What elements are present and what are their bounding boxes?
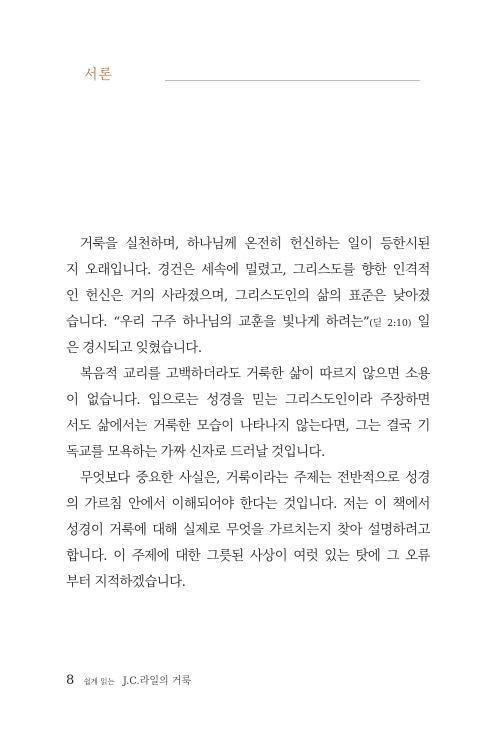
page-number: 8 <box>66 673 75 688</box>
text-line: 무엇보다 중요한 사실은, 거룩이라는 주제는 전반적으로 성경 <box>80 471 430 486</box>
chapter-header <box>84 66 420 90</box>
text-line-with-reference <box>66 310 430 336</box>
text-line-main: 습니다. “우리 구주 하나님의 교훈을 빛나게 하려는” <box>66 315 370 330</box>
text-line: 지 오래입니다. 경건은 세속에 밀렸고, 그리스도를 향한 인격적 <box>66 263 430 278</box>
text-line: 이 없습니다. 입으로는 성경을 믿는 그리스도인이라 주장하면 <box>66 393 430 408</box>
text-line: 성경이 거룩에 대해 실제로 무엇을 가르치는지 찾아 설명하려고 <box>66 523 430 538</box>
paragraph-3 <box>66 466 430 596</box>
paragraph-1 <box>66 232 430 362</box>
text-line: 서도 삶에서는 거룩한 모습이 나타나지 않는다면, 그는 결국 기 <box>66 419 430 434</box>
text-line: 인 헌신은 거의 사라졌으며, 그리스도인의 삶의 표준은 낮아졌 <box>66 289 430 304</box>
text-line: 거룩을 실천하며, 하나님께 온전히 헌신하는 일이 등한시된 <box>80 237 430 252</box>
text-line: 의 가르침 안에서 이해되어야 한다는 것입니다. 저는 이 책에서 <box>66 497 430 512</box>
chapter-label: 서론 <box>84 67 114 83</box>
book-title: J.C.라일의 거룩 <box>122 676 192 687</box>
text-line: 복음적 교리를 고백하더라도 거룩한 삶이 따르지 않으면 소용 <box>80 367 430 382</box>
text-line: 독교를 모욕하는 가짜 신자로 드러날 것입니다. <box>66 445 325 460</box>
body-text <box>66 232 430 596</box>
page-footer <box>66 669 191 687</box>
paragraph-2 <box>66 362 430 466</box>
text-line: 부터 지적하겠습니다. <box>66 575 186 590</box>
text-line: 은 경시되고 잊혔습니다. <box>66 341 202 356</box>
scripture-reference: (딛 2:10) <box>369 318 412 329</box>
text-line: 합니다. 이 주제에 대한 그릇된 사상이 여럿 있는 탓에 그 오류 <box>66 549 430 564</box>
text-line-tail: 일 <box>411 315 430 330</box>
header-rule <box>165 80 420 81</box>
book-title-prefix: 쉽게 읽는 <box>83 677 115 686</box>
